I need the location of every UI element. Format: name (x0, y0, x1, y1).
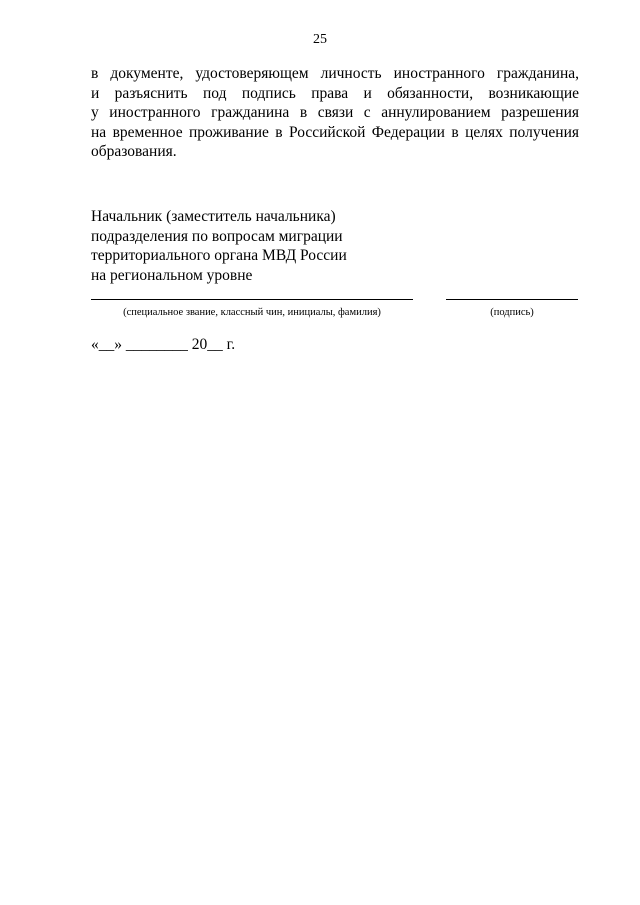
page-number: 25 (313, 32, 327, 47)
paragraph-line: в документе, удостоверяющем личность иностранного гражданина, (91, 65, 579, 82)
signatory-line: на региональном уровне (91, 266, 253, 284)
paragraph-line: у иностранного гражданина в связи с аннулированием разрешения (91, 104, 579, 121)
paragraph-line: образования. (91, 143, 177, 160)
signatory-title (91, 207, 421, 285)
paragraph-line: на временное проживание в Российской Федерации в целях получения (91, 123, 579, 141)
signatory-line: Начальник (заместитель начальника) (91, 208, 336, 225)
signature-caption: (подпись) (490, 307, 534, 318)
rank-name-caption: (специальное звание, классный чин, инициалы, фамилия) (123, 307, 381, 318)
signatory-line: подразделения по вопросам миграции (91, 227, 343, 245)
signatory-line: территориального органа МВД России (91, 247, 347, 264)
body-paragraph (91, 64, 579, 162)
paragraph-line: и разъяснить под подпись права и обязанности, возникающие (91, 84, 579, 102)
date-line: «__» ________ 20__ г. (91, 336, 236, 353)
signature-line (446, 299, 578, 300)
rank-name-line (91, 299, 413, 300)
